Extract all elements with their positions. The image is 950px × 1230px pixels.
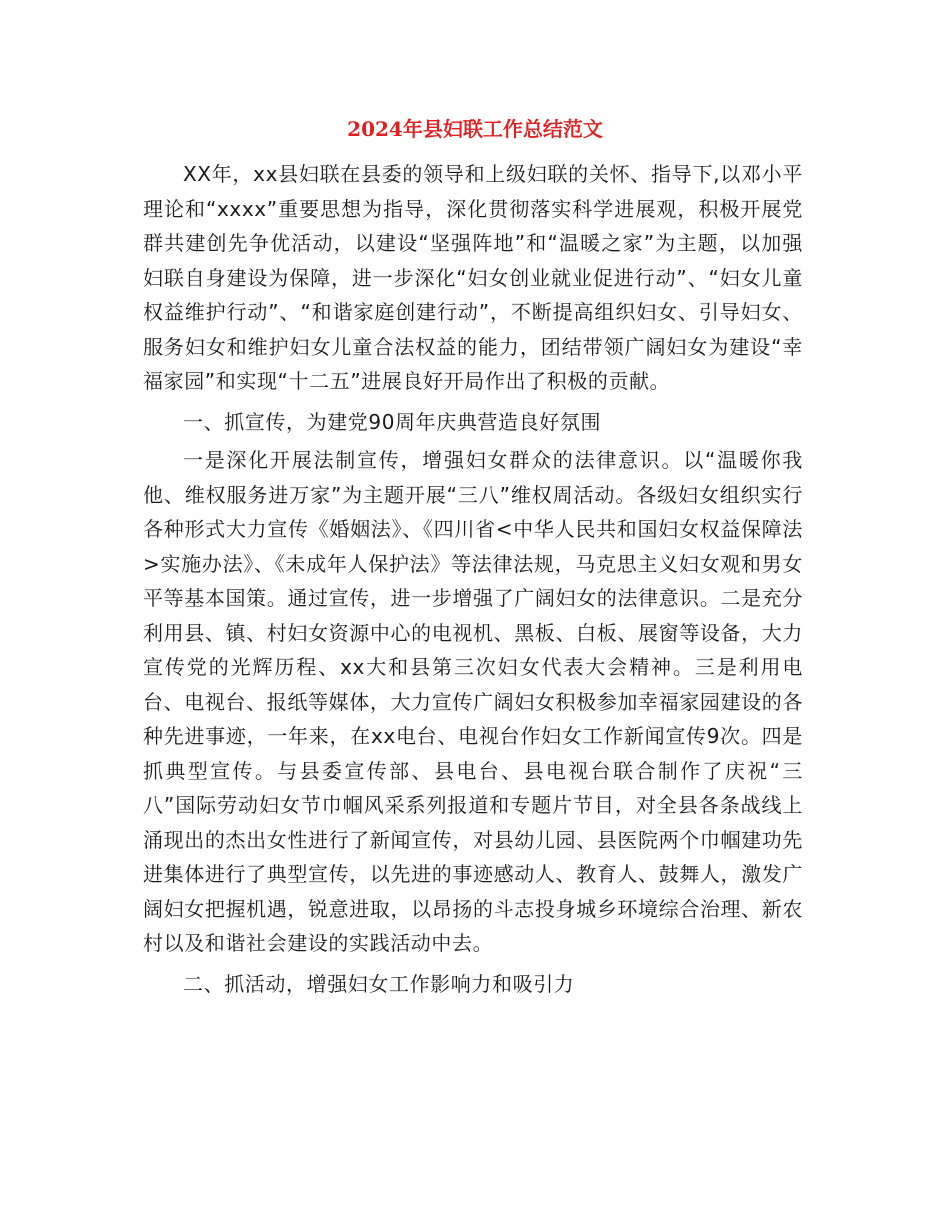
section-heading-2: 二、抓活动，增强妇女工作影响力和吸引力: [183, 971, 575, 996]
intro-paragraph: XX年，xx县妇联在县委的领导和上级妇联的关怀、指导下,以邓小平理论和“xxxx”重要思想为指导，深化贯彻落实科学进展观，积极开展党群共建创先争优活动，以建设“坚强阵地”和“温暖之家”为主题，以加强妇联自身建设为保障，进一步深化“妇女创业就业促进行动”、“妇女儿童权益维护行动”、“和谐家庭创建行动”，不断提高组织妇女、引导妇女、服务妇女和维护妇女儿童合法权益的能力，团结带领广阔妇女为建设“幸福家园”和实现“十二五”进展良好开局作出了积极的贡献。: [143, 162, 803, 393]
section-heading-1: 一、抓宣传，为建党90周年庆典营造良好氛围: [183, 409, 602, 434]
section-1-paragraph: 一是深化开展法制宣传，增强妇女群众的法律意识。以“温暖你我他、维权服务进万家”为主题开展“三八”维权周活动。各级妇女组织实行各种形式大力宣传《婚姻法》、《四川省<中华人民共和国妇女权益保障法>实施办法》、《未成年人保护法》等法律法规，马克思主义妇女观和男女平等基本国策。通过宣传，进一步增强了广阔妇女的法律意识。二是充分利用县、镇、村妇女资源中心的电视机、黑板、白板、展窗等设备，大力宣传党的光辉历程、xx大和县第三次妇女代表大会精神。三是利用电台、电视台、报纸等媒体，大力宣传广阔妇女积极参加幸福家园建设的各种先进事迹，一年来，在xx电台、电视台作妇女工作新闻宣传9次。四是抓典型宣传。与县委宣传部、县电台、县电视台联合制作了庆祝“三八”国际劳动妇女节巾帼风采系列报道和专题片节目，对全县各条战线上涌现出的杰出女性进行了新闻宣传，对县幼儿园、县医院两个巾帼建功先进集体进行了典型宣传，以先进的事迹感动人、教育人、鼓舞人，激发广阔妇女把握机遇，锐意进取，以昂扬的斗志投身城乡环境综合治理、新农村以及和谐社会建设的实践活动中去。: [143, 448, 803, 955]
document-title: 2024年县妇联工作总结范文: [347, 117, 603, 141]
document-body: [143, 157, 803, 1005]
